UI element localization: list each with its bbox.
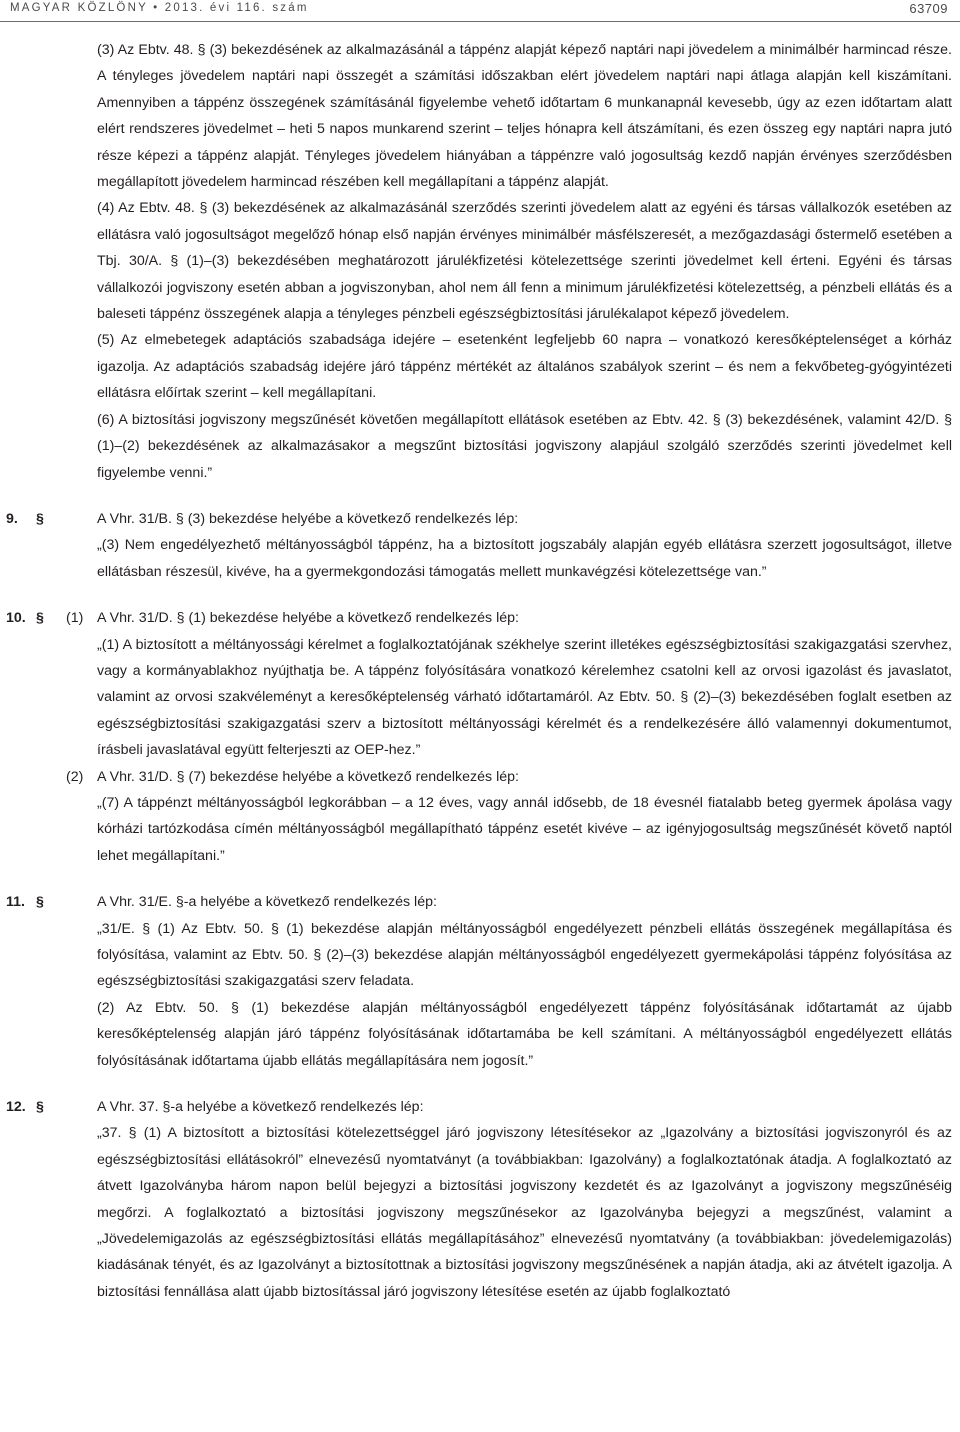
subpoint-lead: A Vhr. 31/D. § (1) bekezdése helyébe a következő rendelkezés lép: [97,610,519,627]
subpoint-1 [66,605,952,631]
page-number: 63709 [909,1,948,16]
subpoint-number: (2) [66,768,84,785]
section-number: 10. [6,610,26,627]
journal-title: MAGYAR KÖZLÖNY • 2013. évi 116. szám [10,2,309,14]
section-sign: § [36,510,44,527]
subpoint-number: (1) [66,610,84,627]
paragraph-5: (5) Az elmebetegek adaptációs szabadsága idejére – esetenként legfeljebb 60 napra – vonatkozó keresőképtelenséget a kórház igazolja. Az adaptációs szabadság idejére járó táppénz mértékét az általános szabályok szerint – és nem a fekvőbeteg-gyógyintézeti ellátásra előírtak szerint – kell megállapítani. [97,332,952,402]
section-number: 11. [6,894,25,911]
page-header [0,0,960,22]
section-lead: A Vhr. 31/E. §-a helyébe a következő rendelkezés lép: [97,894,437,911]
header-divider [0,21,960,22]
section-number: 12. [6,1099,26,1116]
section-10 [0,605,960,869]
document-body [0,37,960,1305]
section-9 [0,506,960,585]
paragraph-6: (6) A biztosítási jogviszony megszűnését követően megállapított ellátások esetében az Ebtv. 42. § (3) bekezdésének, valamint 42/D. § (1)–(2) bekezdésének az alkalmazásakor a megszűnt biztosítási jogviszony alapjául szolgáló szerződés szerinti jövedelmet kell figyelembe venni.” [97,411,952,481]
section-sign: § [36,610,44,627]
section-text-2: (2) Az Ebtv. 50. § (1) bekezdése alapján méltányosságból engedélyezett táppénz folyósításának időtartamát az újabb keresőképtelenség alapján járó táppénz folyósításának időtartamába be kell számítani. A méltányosságból engedélyezett ellátás folyósításának időtartama újabb ellátás megállapítására nem jogosít.” [97,999,952,1069]
section-number: 9. [6,510,18,527]
paragraph-4: (4) Az Ebtv. 48. § (3) bekezdésének az alkalmazásánál szerződés szerinti jövedelem alatt az egyéni és társas vállalkozók esetében az ellátásra való jogosultságot megelőző hónap első napján érvényes minimálbér másfélszeresét, a mezőgazdasági őstermelő esetében a Tbj. 30/A. § (1)–(3) bekezdésében meghatározott járulékfizetési kötelezettsége szerinti jövedelmet kell érteni. Egyéni és társas vállalkozói jogviszony esetén abban a jogviszonyban, ahol nem áll fenn a minimum járulékfizetési kötelezettség, a pénzbeli ellátás és a baleseti táppénz összegének alapja a tényleges pénzbeli egészségbiztosítási járulékalapot képező jövedelem. [97,200,952,323]
subpoint-2 [66,764,952,790]
section-12 [0,1094,960,1305]
subpoint-text: „(7) A táppénzt méltányosságból legkorábban – a 12 éves, vagy annál idősebb, de 18 évesnél fiatalabb beteg gyermek ápolása vagy kórházi tartózkodása címén méltányosságból megállapítható táppénz esetét kivéve – az igényjogosultság megszűnését követő naptól lehet megállapítani.” [97,794,952,864]
section-lead: A Vhr. 37. §-a helyébe a következő rendelkezés lép: [97,1099,424,1116]
section-lead: A Vhr. 31/B. § (3) bekezdése helyébe a következő rendelkezés lép: [97,510,519,527]
section-text-1: „31/E. § (1) Az Ebtv. 50. § (1) bekezdése alapján méltányosságból engedélyezett pénzbeli ellátás összegének megállapítása és folyósítása, valamint az Ebtv. 50. § (2)–(3) bekezdése alapján méltányosságból engedélyezett gyermekápolási táppénz folyósítása az egészségbiztosítási szakigazgatási szerv feladata. [97,920,952,990]
subpoint-text: „(1) A biztosított a méltányossági kérelmet a foglalkoztatójának székhelye szerint illetékes egészségbiztosítási szakigazgatási szervhez, vagy a kormányablakhoz nyújthatja be. A táppénz folyósítására vonatkozó kérelemhez csatolni kell az orvosi igazolást és javaslatot, valamint az orvosi szakvéleményt a keresőképtelenség várható időtartamáról. Az Ebtv. 50. § (2)–(3) bekezdésében foglalt esetben az egészségbiztosítási szakigazgatási szerv a biztosított méltányossági kérelmét és a rendelkezésére álló valamennyi dokumentumot, írásbeli javaslatával együtt felterjeszti az OEP-hez.” [97,636,952,759]
section-11 [0,889,960,1074]
subpoint-lead: A Vhr. 31/D. § (7) bekezdése helyébe a következő rendelkezés lép: [97,768,519,785]
section-sign: § [36,1099,44,1116]
section-text: „(3) Nem engedélyezhető méltányosságból táppénz, ha a biztosított jogszabály alapján egyéb ellátásra szerzett jogosultságot, illetve ellátásban részesül, kivéve, ha a gyermekgondozási támogatás mellett munkavégzési kötelezettsége van.” [97,537,952,580]
section-text: „37. § (1) A biztosított a biztosítási kötelezettséggel járó jogviszony létesítésekor az „Igazolvány a biztosítási jogviszonyról és az egészségbiztosítási ellátásokról” elnevezésű nyomtatványt (a továbbiakban: Igazolvány) a foglalkoztatónak átadja. A foglalkoztató az átvett Igazolványba három napon belül bejegyzi a biztosítási jogviszony kezdetét és az Igazolványt a jogviszony megszűnéséig megőrzi. A foglalkoztató a biztosítási jogviszony megszűnésekor az Igazolványba bejegyzi a megszűnést, valamint a „Jövedelemigazolás az egészségbiztosítási ellátás megállapításához” elnevezésű nyomtatvány (a továbbiakban: jövedelemigazolás) kiadásának tényét, és az Igazolványt a biztosítottnak a biztosítási jogviszony megszűnésének a napján átadja, aki az átvételt igazolja. A biztosítási fennállása alatt újabb biztosítással járó jogviszony létesítése esetén az újabb foglalkoztató [97,1125,952,1300]
paragraph-3: (3) Az Ebtv. 48. § (3) bekezdésének az alkalmazásánál a táppénz alapját képező naptári napi jövedelem a minimálbér harmincad része. A tényleges jövedelem naptári napi összegét a számítási időszakban elért jövedelem naptári napi átlaga alapján kell kiszámítani. Amennyiben a táppénz összegének számításánál figyelembe vehető időtartam 6 munkanapnál kevesebb, úgy az ezen időtartam alatt elért rendszeres jövedelmet – heti 5 napos munkarend szerint – teljes hónapra kell átszámítani, és ezen összeg egy naptári napra jutó része képezi a táppénz alapját. Tényleges jövedelem hiányában a táppénzre való jogosultság kezdő napján érvényes szerződésben megállapított jövedelem harmincad részében kell megállapítani a táppénz alapját. [97,42,952,191]
section-sign: § [36,894,44,911]
